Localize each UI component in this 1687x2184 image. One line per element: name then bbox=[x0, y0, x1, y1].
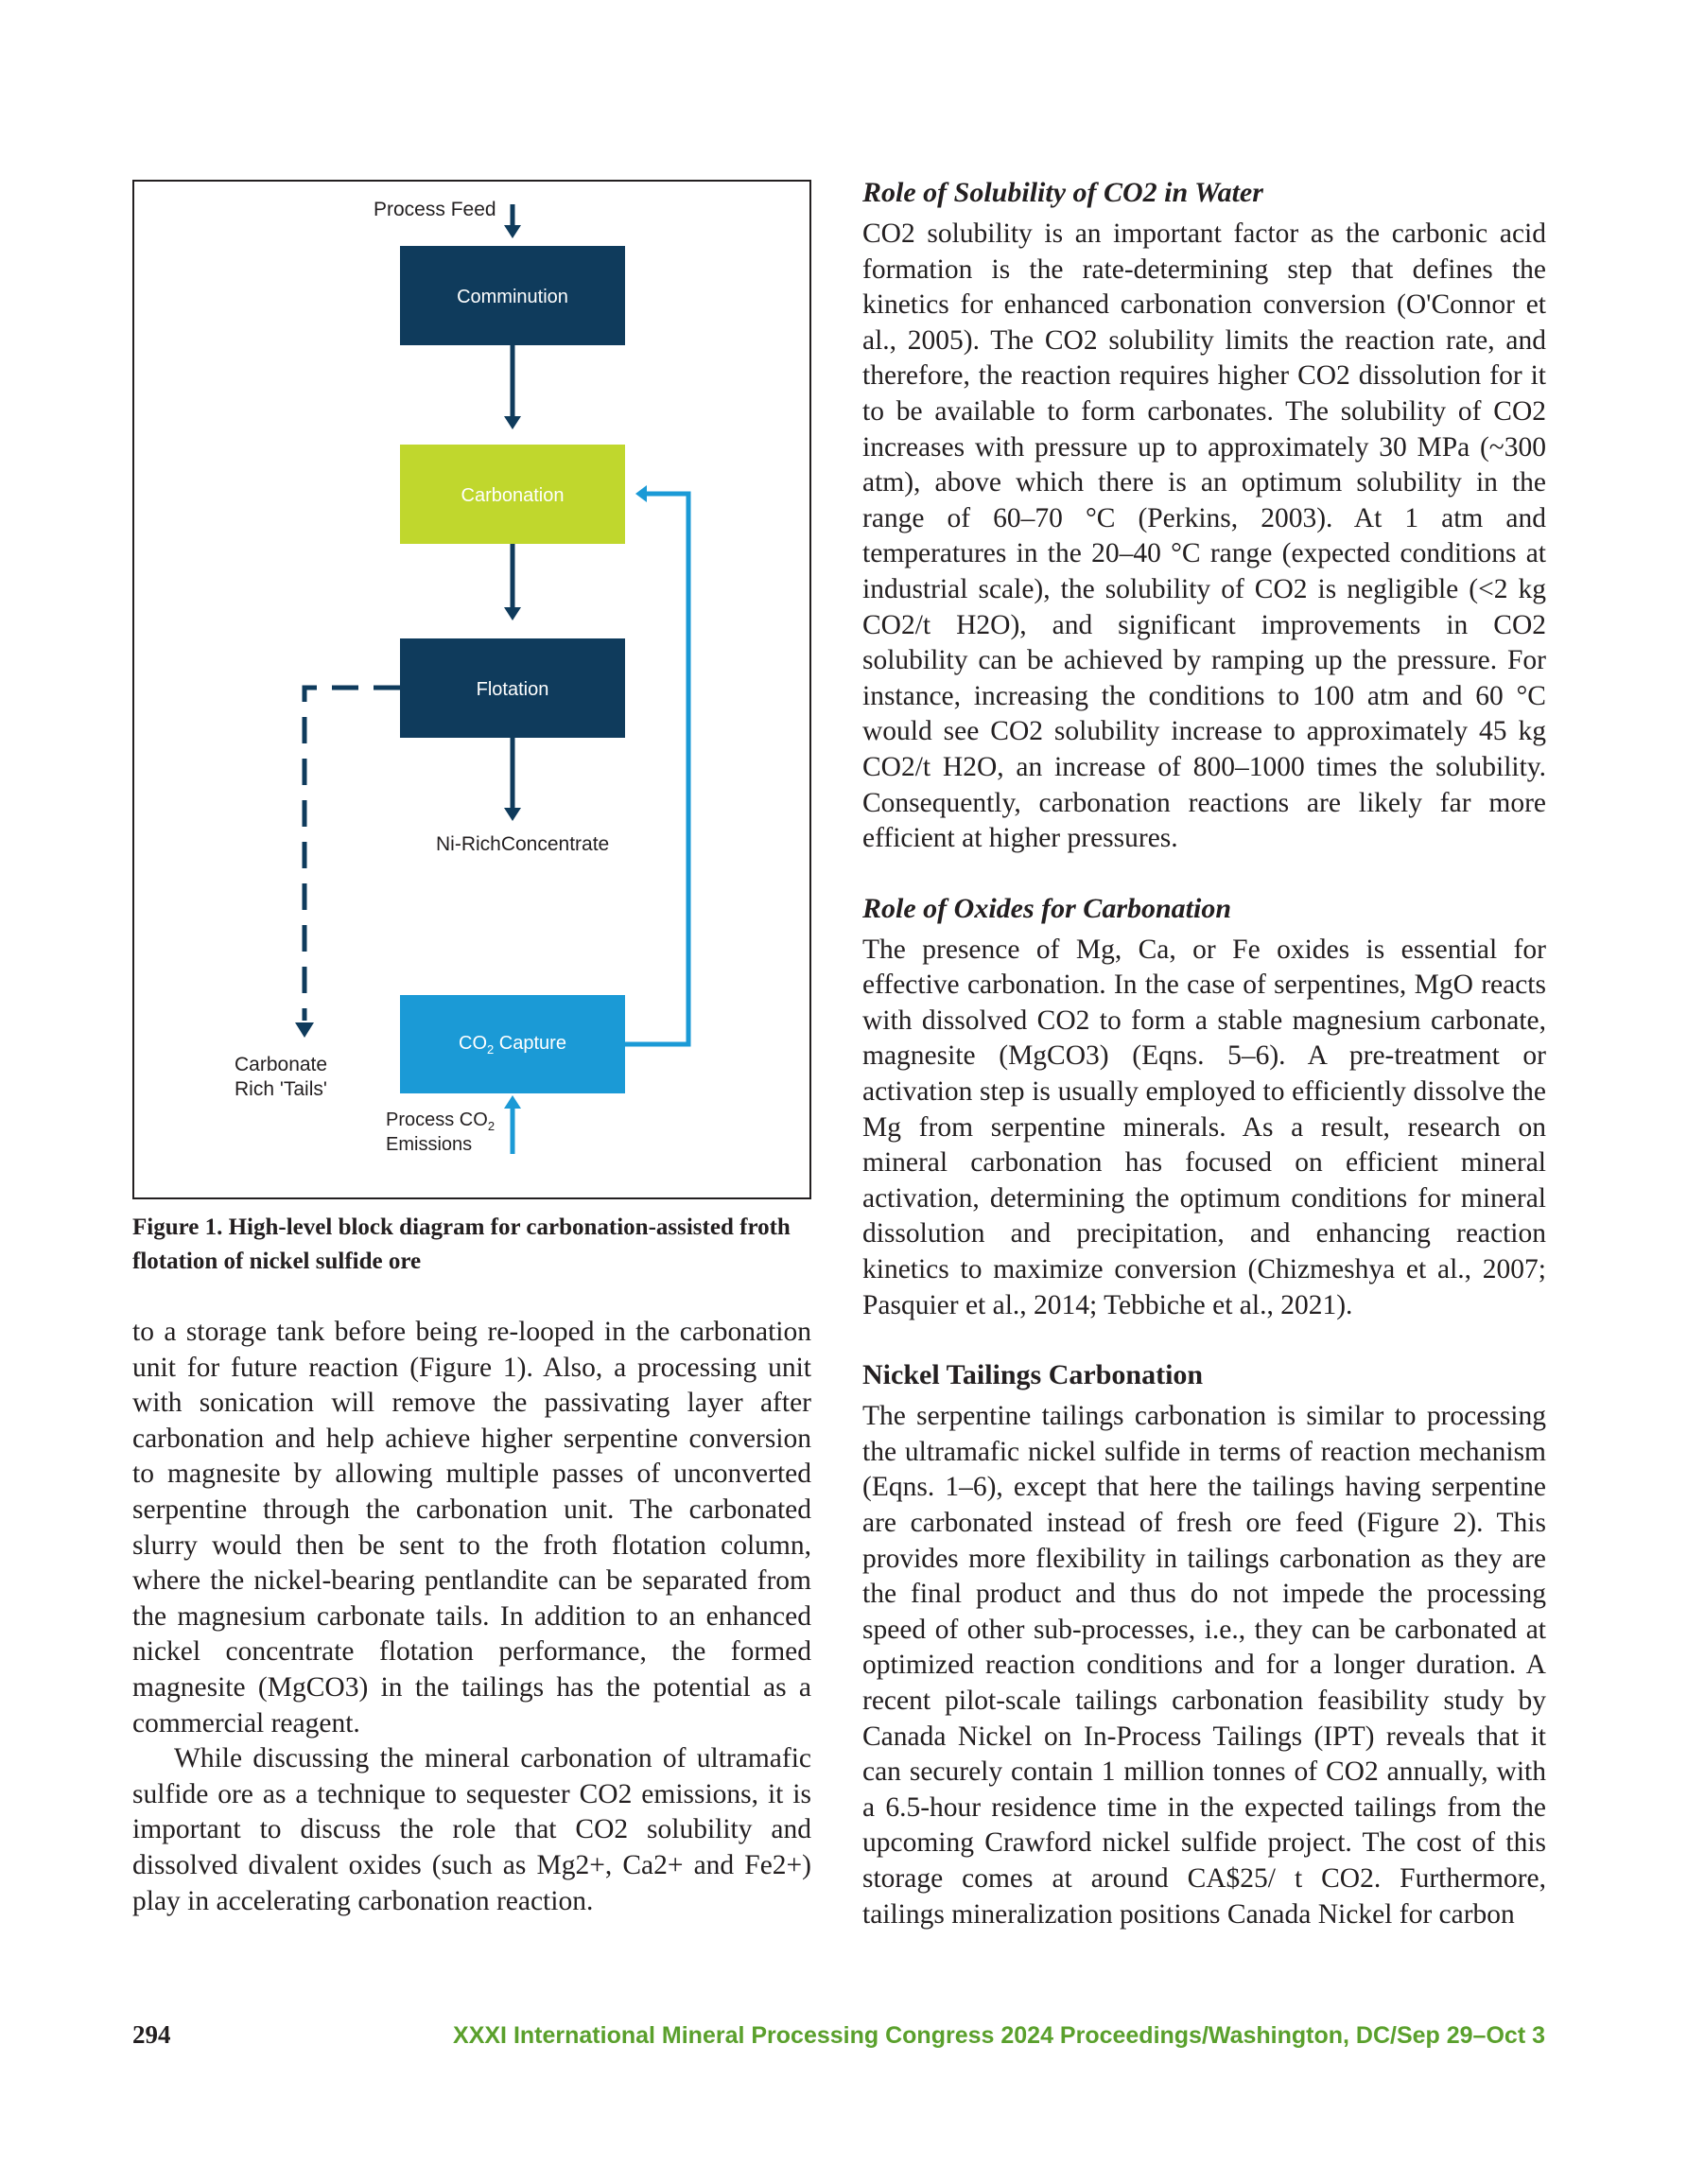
emissions-label-line1: Process $CO_2$ bbox=[386, 1109, 496, 1133]
paragraph-co2-solubility: CO2 solubility is an important factor as the carbonic acid formation is the rate-determining step that defines the kinetics for enhanced carbonation conversion (O'Connor et al., 2005). The CO2 solubility limits the reaction rate, and therefore, the reaction requires higher CO2 dissolution for it to be available to form carbonates. The solubility of CO2 increases with pressure up to approximately 30 MPa (~300 atm), above which there is an optimum solubility in the range of 60–70 °C (Perkins, 2003). At 1 atm and temperatures in the 20–40 °C range (expected conditions at industrial scale), the solubility of CO2 is negligible (<2 kg CO2/t H2O), and significant improvements in CO2 solubility can be achieved by ramping up the pressure. For instance, increasing the conditions to 100 atm and 60 °C would see CO2 solubility increase to approximately 45 kg CO2/t H2O, an increase of 800–1000 times the solubility. Consequently, carbonation reactions are likely far more efficient at higher pressures. bbox=[862, 218, 1546, 854]
left-paragraph-1: to a storage tank before being re-looped in the carbonation unit for future reaction (Figure 1). Also, a processing unit with sonication will remove the passivating layer after carbonation and help achieve higher serpentine conversion to magnesite by allowing multiple passes of unconverted serpentine through the carbonation unit. The carbonated slurry would then be sent to the froth flotation column, where the nickel-bearing pentlandite can be separated from the magnesium carbonate tails. In addition to an enhanced nickel concentrate flotation performance, the formed magnesite (MgCO3) in the tailings has the potential as a commercial reagent. bbox=[132, 1317, 811, 1738]
carbonation-label: Carbonation bbox=[461, 485, 565, 506]
figure-caption: Figure 1. High-level block diagram for carbonation-assisted froth flotation of nickel sulfide ore bbox=[132, 1214, 791, 1274]
arrowhead-icon bbox=[504, 416, 521, 429]
co2-capture-label: $CO_2$ Capture bbox=[459, 1033, 566, 1057]
block-diagram bbox=[134, 182, 809, 1197]
emissions-arrowhead-icon bbox=[504, 1095, 521, 1109]
process-feed-label: Process Feed bbox=[374, 199, 496, 220]
tails-arrowhead-icon bbox=[295, 1022, 314, 1038]
co2-recycle-line bbox=[625, 494, 688, 1044]
heading-oxides: Role of Oxides for Carbonation bbox=[862, 892, 1232, 924]
arrowhead-icon bbox=[504, 607, 521, 620]
paragraph-nickel-tailings: The serpentine tailings carbonation is similar to processing the ultramafic nickel sulfide in terms of reaction mechanism (Eqns. 1–6), except that here the tailings having serpentine are carbonated instead of fresh ore feed (Figure 2). This provides more flexibility in tailings carbonation as they are the final product and thus do not impede the processing speed of other sub-processes, i.e., they can be carbonated at optimized reaction conditions and for a longer duration. A recent pilot-scale tailings carbonation feasibility study by Canada Nickel on In-Process Tailings (IPT) reveals that it can securely contain 1 million tonnes of CO2 annually, with a 6.5-hour residence time in the expected tailings from the upcoming Crawford nickel sulfide project. The cost of this storage comes at around CA$25/ t CO2. Furthermore, tailings mineralization positions Canada Nickel for carbon bbox=[862, 1401, 1546, 1930]
heading-co2-solubility: Role of Solubility of CO2 in Water bbox=[862, 177, 1263, 208]
arrowhead-icon bbox=[504, 225, 521, 238]
paragraph-oxides: The presence of Mg, Ca, or Fe oxides is essential for effective carbonation. In the case of serpentines, MgO reacts with dissolved CO2 to form a stable magnesium carbonate, magnesite (MgCO3) (Eqns. 5–6). A pre-treatment or activation step is usually employed to efficiently dissolve the Mg from serpentine minerals. As a result, research on mineral carbonation has focused on efficient mineral activation, determining the optimum conditions for mineral dissolution and precipitation, and enhancing reaction kinetics to maximize conversion (Chizmeshya et al., 2007; Pasquier et al., 2014; Tebbiche et al., 2021). bbox=[862, 934, 1546, 1320]
page-number: 294 bbox=[132, 2020, 171, 2049]
tails-label-line2: Rich 'Tails' bbox=[235, 1078, 327, 1100]
figure-1-frame bbox=[132, 180, 811, 1199]
emissions-label-line2: Emissions bbox=[386, 1134, 473, 1155]
heading-nickel-tailings: Nickel Tailings Carbonation bbox=[862, 1359, 1204, 1391]
running-footer: XXXI International Mineral Processing Congress 2024 Proceedings/Washington, DC/Sep 29–Oct 3 bbox=[453, 2022, 1545, 2049]
tails-dashed-line bbox=[304, 688, 400, 1021]
flotation-label: Flotation bbox=[476, 679, 549, 700]
tails-label-line1: Carbonate bbox=[235, 1054, 328, 1075]
right-column bbox=[862, 175, 1546, 1932]
left-column bbox=[132, 1315, 811, 1919]
comminution-label: Comminution bbox=[457, 287, 568, 307]
recycle-arrowhead-icon bbox=[635, 485, 647, 502]
arrowhead-icon bbox=[504, 808, 521, 821]
ni-concentrate-label: Ni-RichConcentrate bbox=[436, 833, 610, 855]
left-paragraph-2: While discussing the mineral carbonation of ultramafic sulfide ore as a technique to sequester CO2 emissions, it is important to discuss the role that CO2 solubility and dissolved divalent oxides (such as Mg2+, Ca2+ and Fe2+) play in accelerating carbonation reaction. bbox=[132, 1743, 811, 1916]
